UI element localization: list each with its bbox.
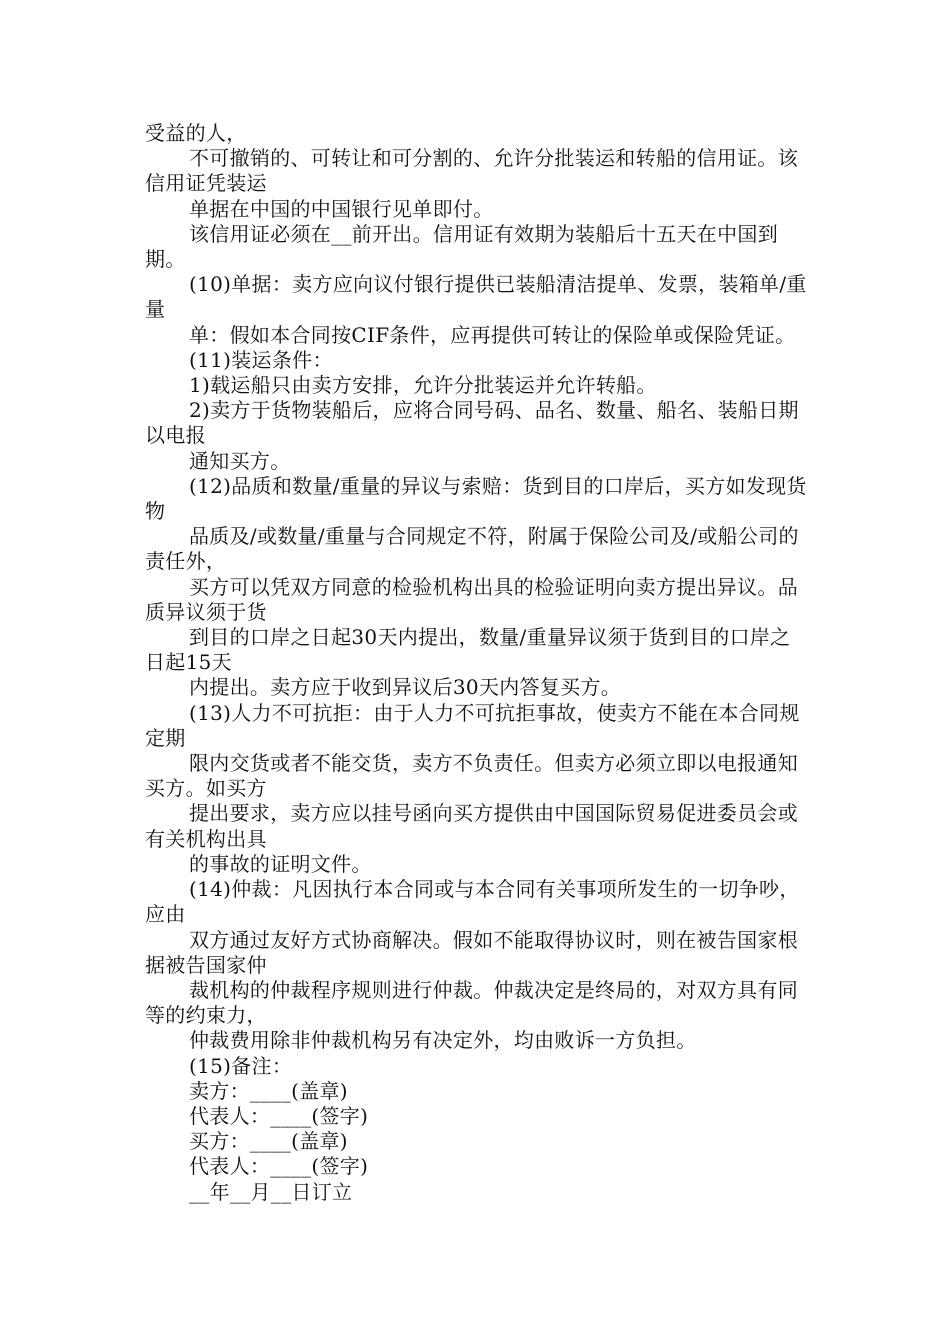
clause-13-continued-2: 提出要求，卖方应以挂号函向买方提供由中国国际贸易促进委员会或有关机构出具	[145, 801, 798, 851]
clause-13-continued-3: 的事故的证明文件。	[189, 851, 372, 876]
clause-11-heading: (11)装运条件：	[189, 347, 333, 372]
signing-date-line: __年__月__日订立	[189, 1179, 353, 1204]
clause-12-continued-1: 品质及/或数量/重量与合同规定不符，附属于保险公司及/或船公司的责任外，	[145, 524, 799, 574]
clause-14-arbitration: (14)仲裁：凡因执行本合同或与本合同有关事项所发生的一切争吵，应由	[145, 877, 800, 927]
clause-12-claims: (12)品质和数量/重量的异议与索赔：货到目的口岸后，买方如发现货物	[145, 473, 807, 524]
clause-13-continued-1: 限内交货或者不能交货，卖方不负责任。但卖方必须立即以电报通知买方。如买方	[145, 751, 798, 801]
paragraph-continuation: 受益的人，	[145, 121, 247, 145]
seller-seal-line: 卖方：____(盖章)	[189, 1078, 348, 1103]
clause-13-force-majeure: (13)人力不可抗拒：由于人力不可抗拒事故，使卖方不能在本合同规定期	[145, 700, 800, 750]
seller-representative-line: 代表人：____(签字)	[189, 1103, 369, 1128]
clause-12-continued-3: 到目的口岸之日起30天内提出，数量/重量异议须于货到目的口岸之日起15天	[145, 625, 791, 675]
clause-10-documents: (10)单据：卖方应向议付银行提供已装船清洁提单、发票，装箱单/重量	[145, 272, 807, 322]
buyer-representative-line: 代表人：____(签字)	[189, 1154, 369, 1179]
document-body	[145, 121, 810, 1205]
clause-14-continued-2: 裁机构的仲裁程序规则进行仲裁。仲裁决定是终局的，对双方具有同等的约束力，	[145, 977, 798, 1028]
paragraph-payment-on-sight: 单据在中国的中国银行见单即付。	[189, 196, 494, 221]
clause-11-item-1: 1)载运船只由卖方安排，允许分批装运并允许转船。	[189, 373, 657, 398]
clause-11-item-2: 2)卖方于货物装船后，应将合同号码、品名、数量、船名、装船日期以电报	[145, 398, 799, 448]
paragraph-credit-validity: 该信用证必须在__前开出。信用证有效期为装船后十五天在中国到期。	[145, 221, 778, 272]
clause-15-remarks: (15)备注：	[189, 1053, 293, 1078]
clause-11-item-2-continued: 通知买方。	[189, 448, 291, 473]
clause-12-continued-2: 买方可以凭双方同意的检验机构出具的检验证明向卖方提出异议。品质异议须于货	[145, 574, 798, 624]
clause-14-continued-1: 双方通过友好方式协商解决。假如不能取得协议时，则在被告国家根据被告国家仲	[145, 927, 798, 977]
buyer-seal-line: 买方：____(盖章)	[189, 1129, 348, 1154]
paragraph-letter-of-credit: 不可撤销的、可转让和可分割的、允许分批装运和转船的信用证。该信用证凭装运	[145, 146, 798, 196]
clause-12-continued-4: 内提出。卖方应于收到异议后30天内答复买方。	[189, 675, 622, 700]
clause-14-continued-3: 仲裁费用除非仲裁机构另有决定外，均由败诉一方负担。	[189, 1028, 697, 1053]
clause-10-continued: 单：假如本合同按CIF条件，应再提供可转让的保险单或保险凭证。	[189, 322, 796, 347]
